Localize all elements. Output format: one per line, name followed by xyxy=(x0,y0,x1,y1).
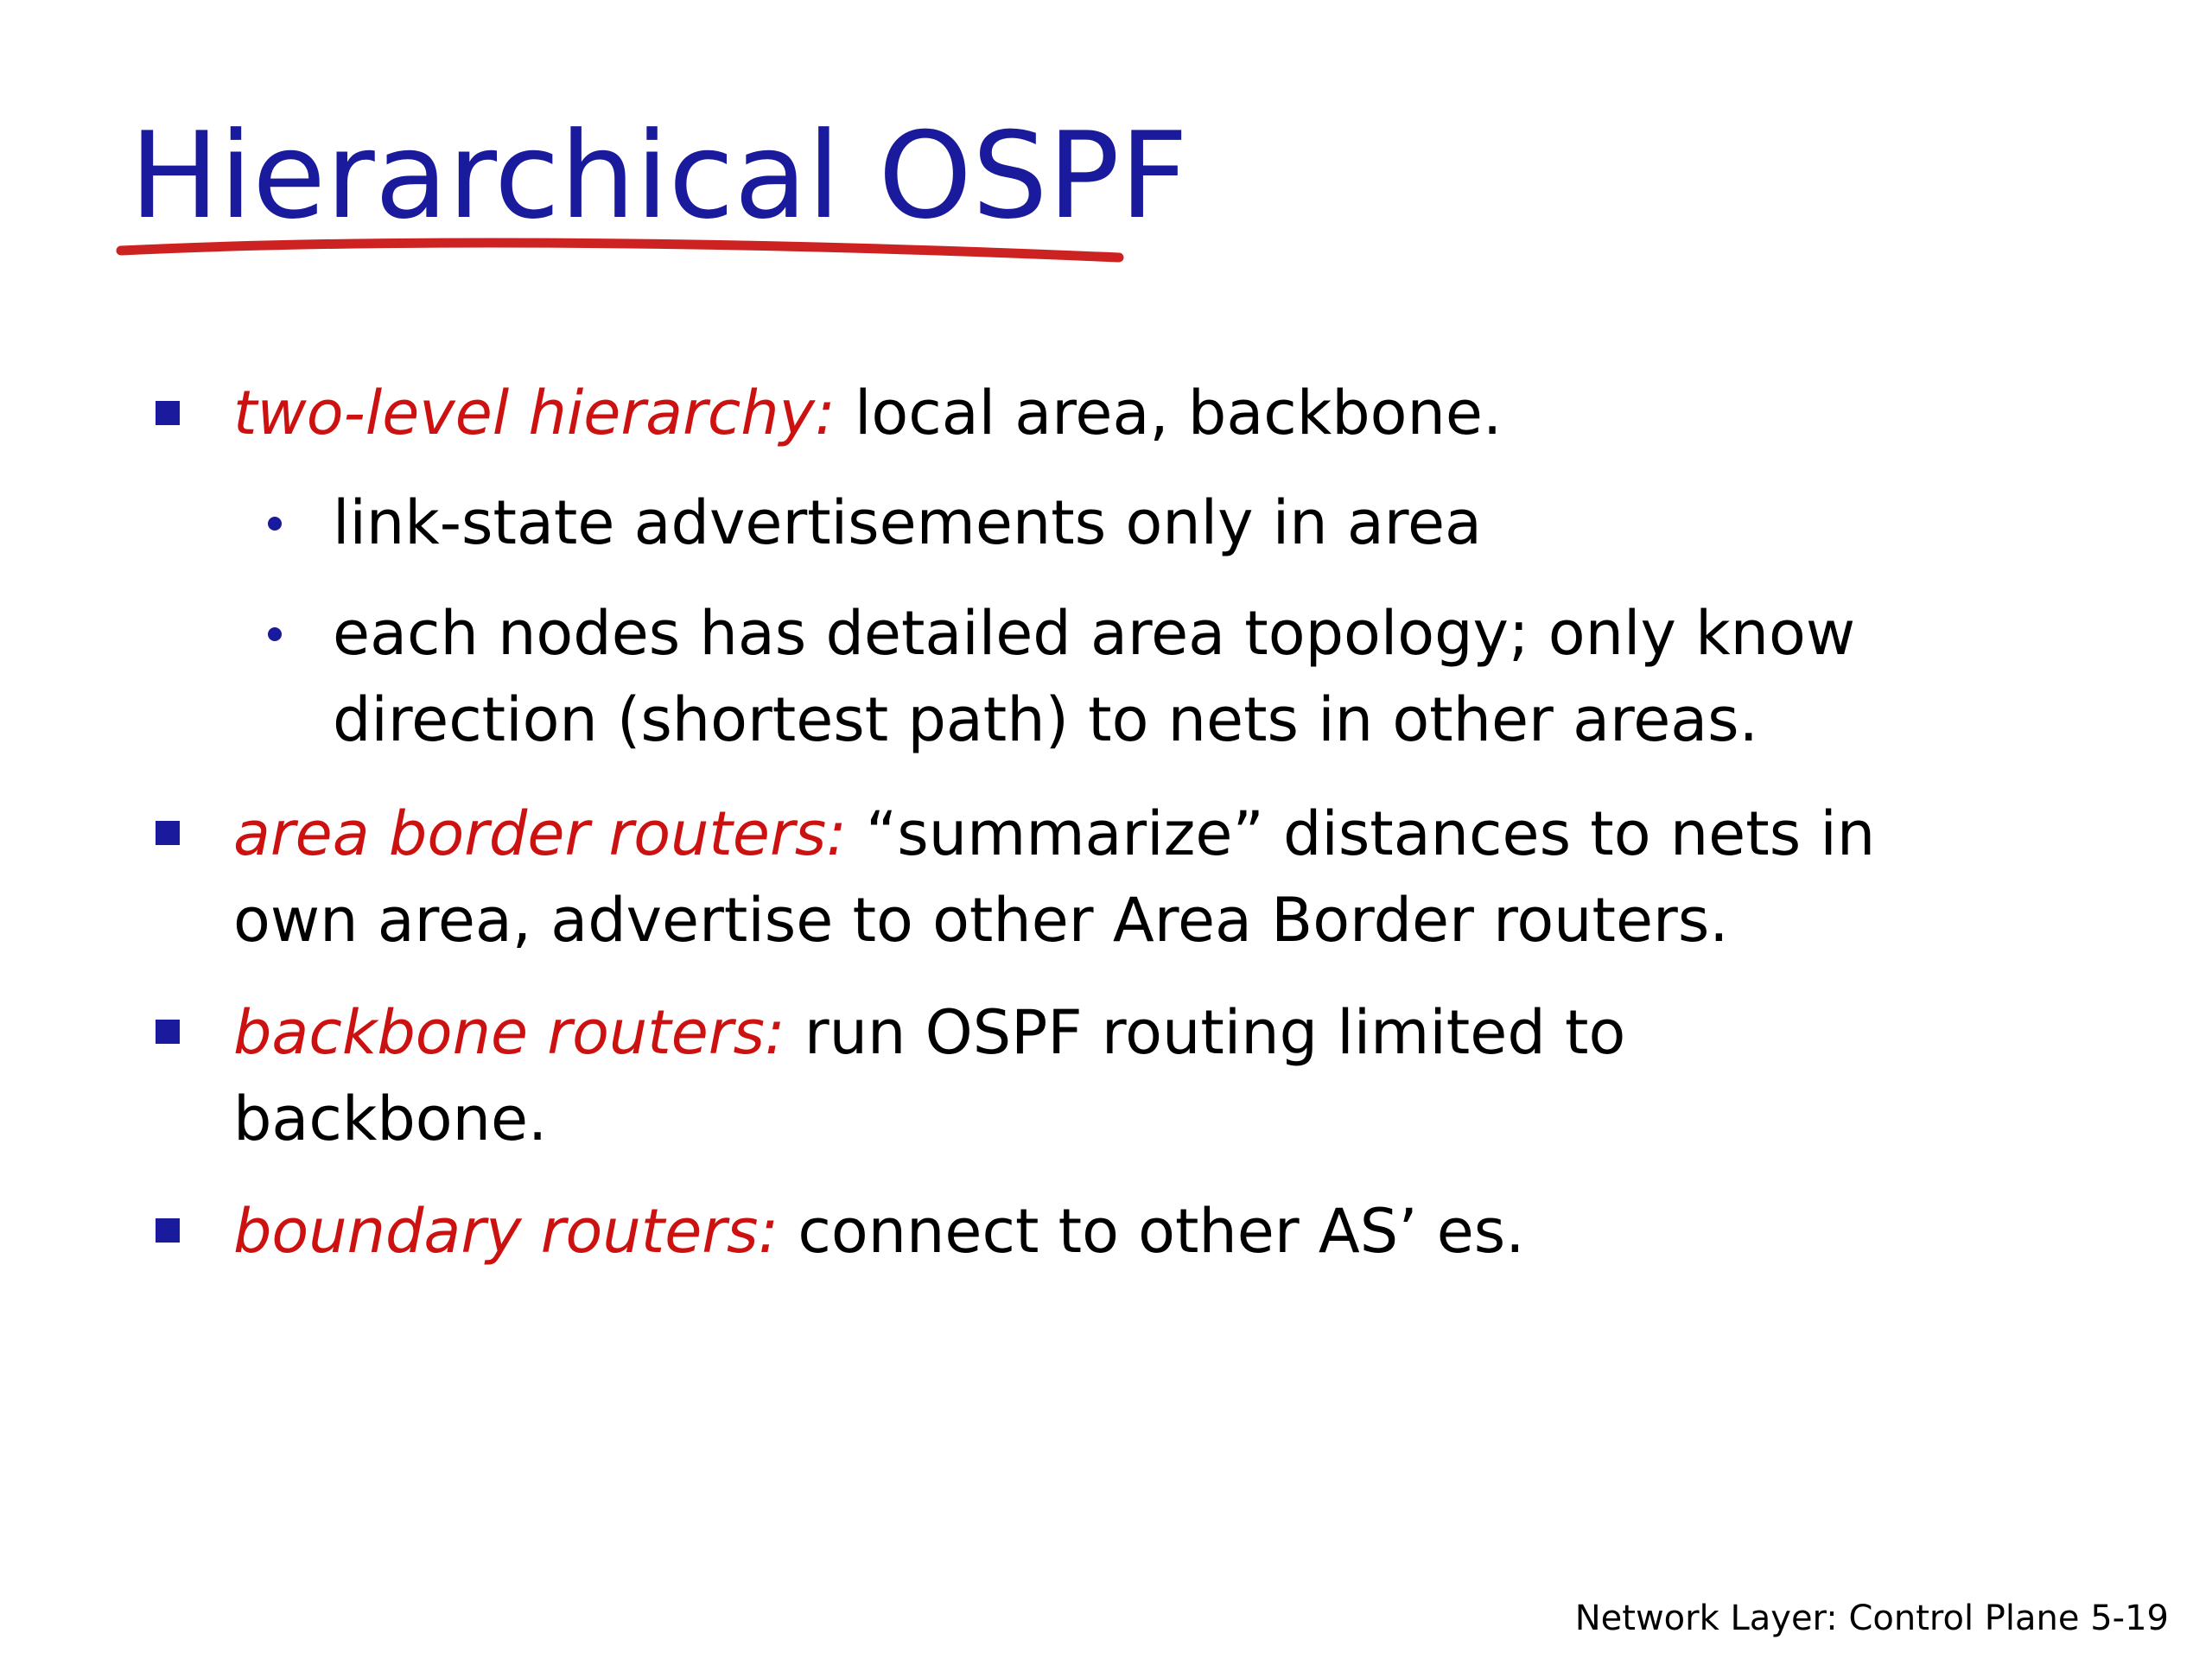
bullet-term: boundary routers: xyxy=(233,1196,779,1267)
bullet-text: backbone. xyxy=(233,1084,548,1154)
bullet-continuation xyxy=(233,877,1729,963)
bullet-text: local area, backbone. xyxy=(835,378,1503,448)
sub-bullet-text: link-state advertisements only in area xyxy=(333,487,1482,558)
square-bullet-icon xyxy=(156,1218,180,1243)
bullet-continuation xyxy=(233,1076,547,1162)
sub-bullet-item xyxy=(333,590,1855,677)
bullet-term: two-level hierarchy: xyxy=(233,378,836,448)
square-bullet-icon xyxy=(156,1020,180,1044)
bullet-text: own area, advertise to other Area Border routers. xyxy=(233,885,1729,956)
dot-bullet-icon xyxy=(268,517,282,531)
bullet-term: area border routers: xyxy=(233,798,847,869)
bullet-text: run OSPF routing limited to xyxy=(785,997,1626,1068)
sub-bullet-text: direction (shortest path) to nets in other areas. xyxy=(333,684,1758,755)
dot-bullet-icon xyxy=(268,627,282,641)
bullet-item xyxy=(233,1188,1525,1274)
square-bullet-icon xyxy=(156,401,180,425)
sub-bullet-item xyxy=(333,480,1482,566)
slide-title: Hierarchical OSPF xyxy=(130,106,1189,245)
bullet-item xyxy=(233,791,1875,877)
slide-footer: Network Layer: Control Plane 5-19 xyxy=(1574,1599,2169,1638)
sub-bullet-text: each nodes has detailed area topology; only know xyxy=(333,598,1856,669)
square-bullet-icon xyxy=(156,821,180,845)
sub-bullet-continuation xyxy=(333,677,1758,763)
bullet-text: “summarize” distances to nets in xyxy=(846,798,1876,869)
bullet-term: backbone routers: xyxy=(233,997,785,1068)
bullet-item xyxy=(233,370,1502,456)
bullet-item xyxy=(233,989,1625,1076)
bullet-text: connect to other AS’ es. xyxy=(779,1196,1525,1267)
